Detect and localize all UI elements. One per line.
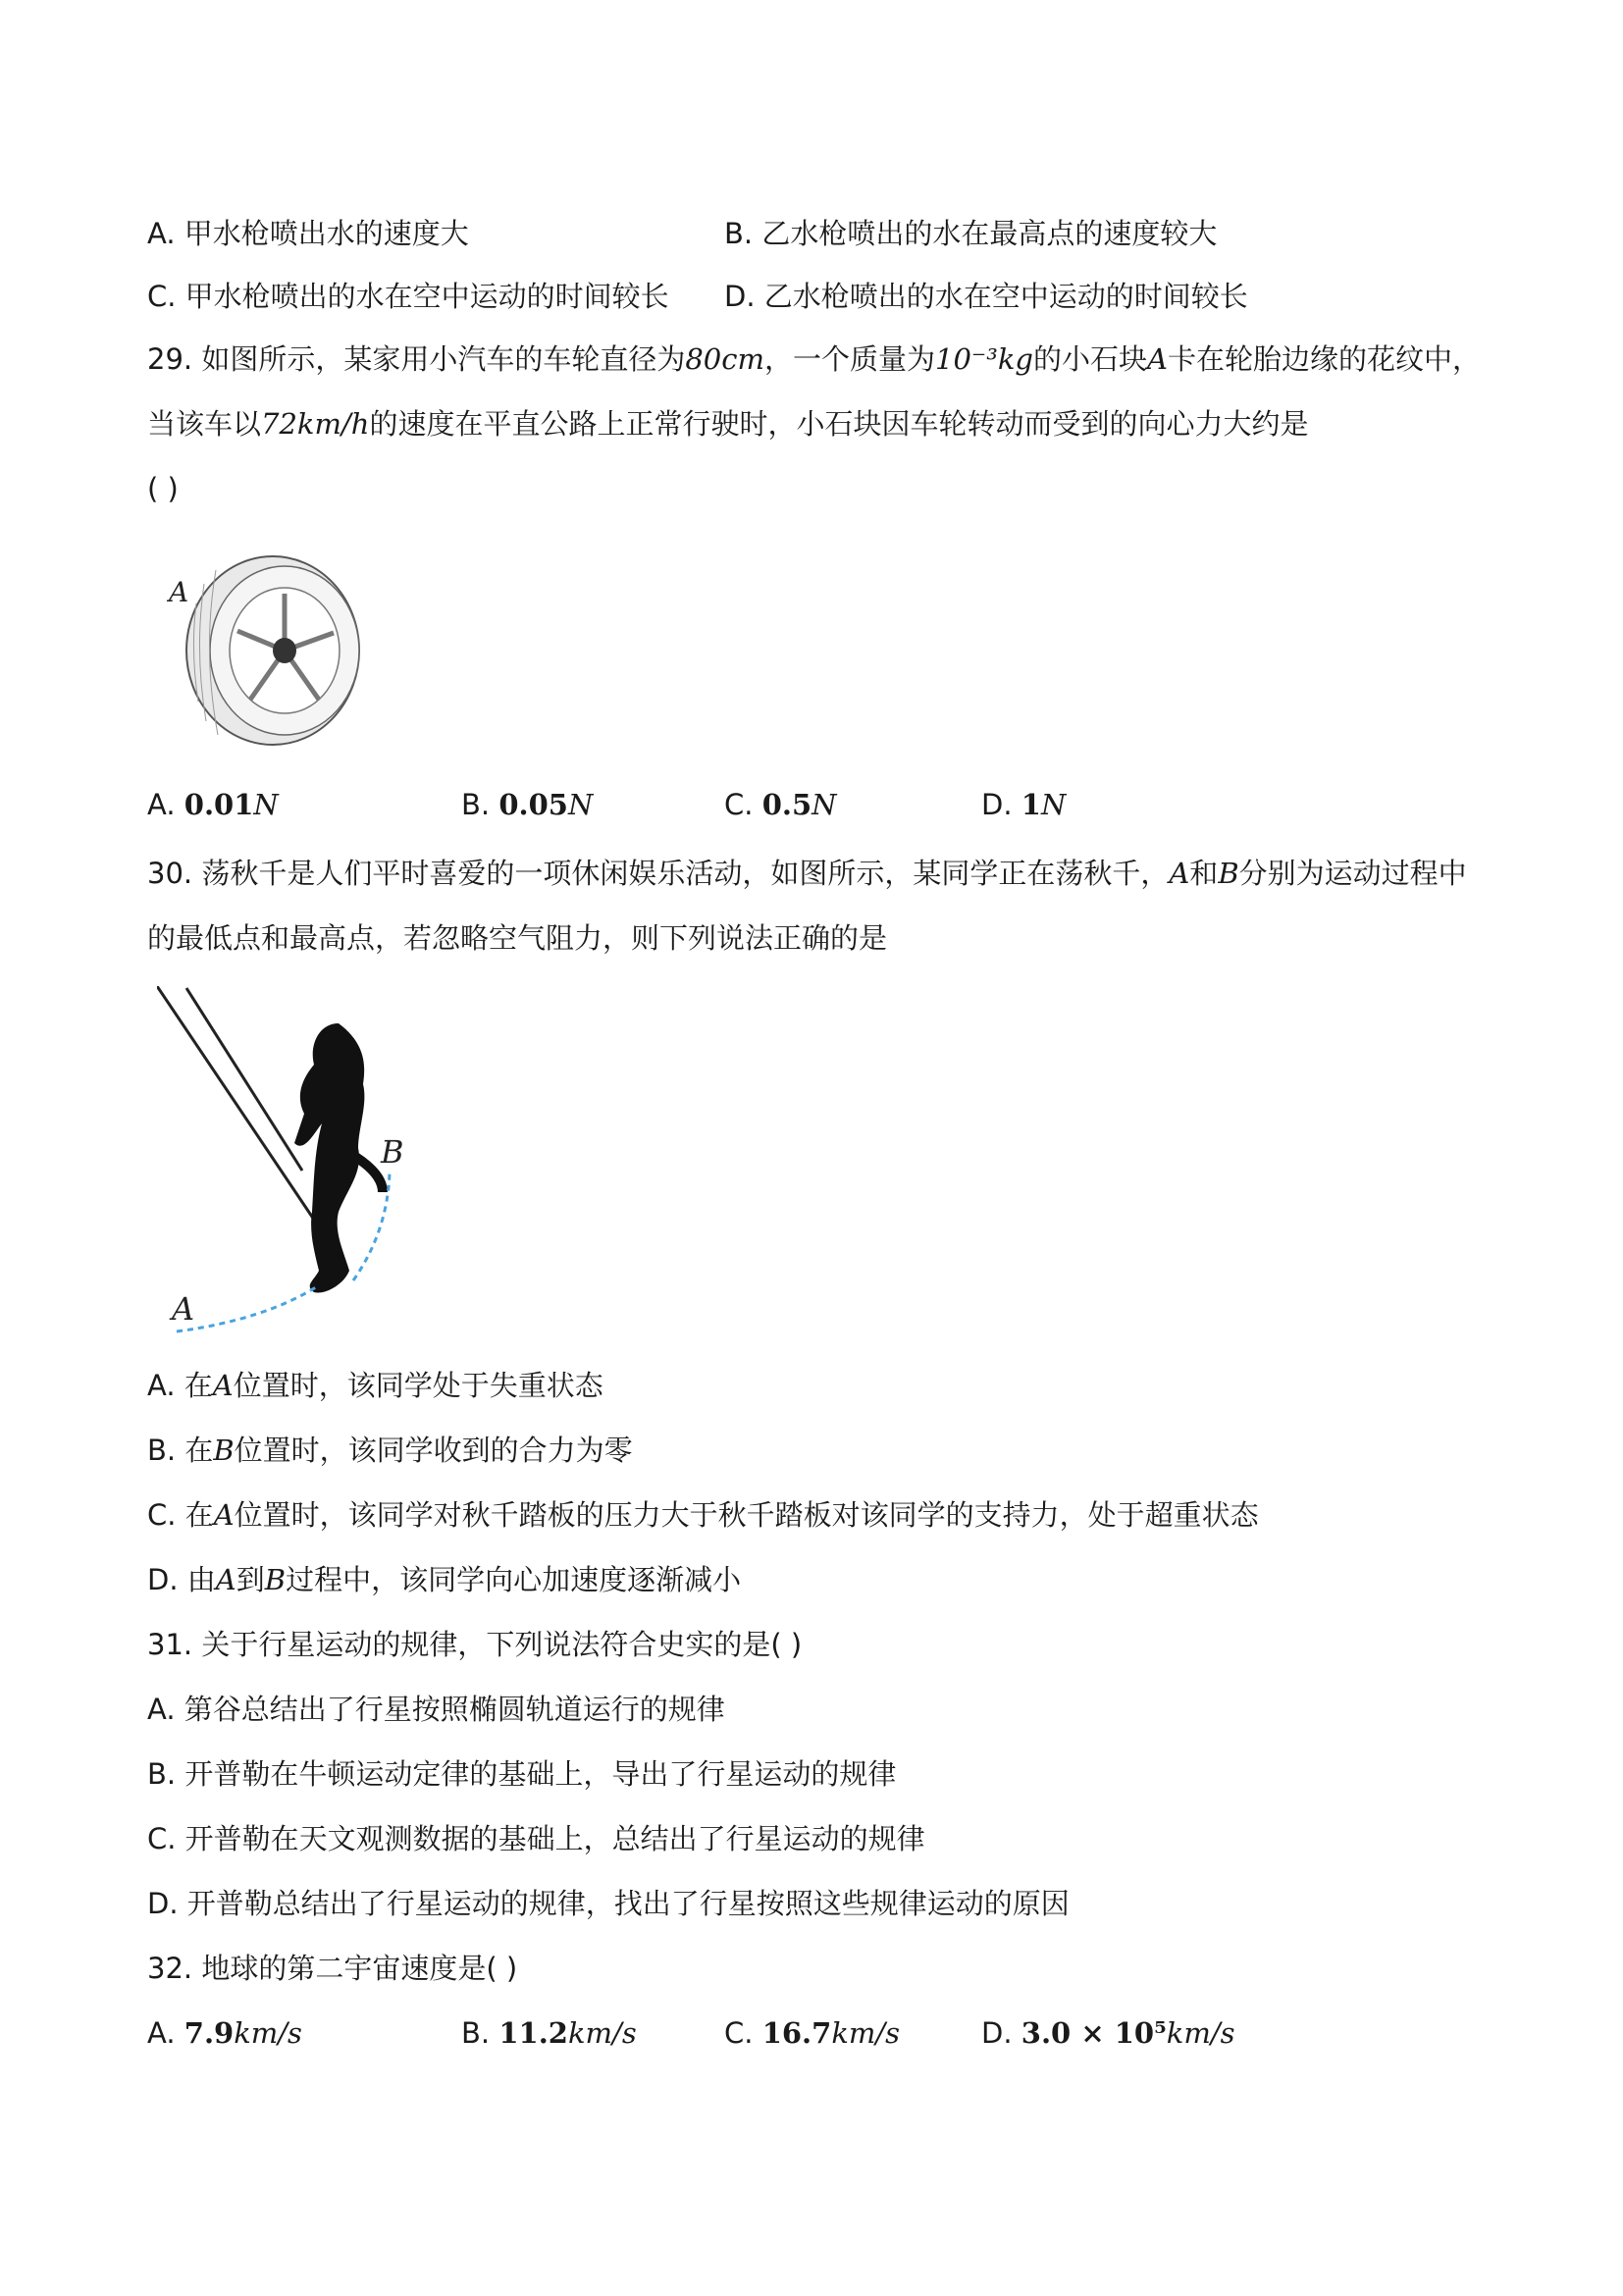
q31-option-b: B. 开普勒在牛顿运动定律的基础上，导出了行星运动的规律 — [147, 1757, 897, 1791]
q32-option-d: D. 3.0 × 10⁵km/s — [981, 2016, 1235, 2050]
q30-option-c: C. 在A位置时，该同学对秋千踏板的压力大于秋千踏板对该同学的支持力，处于超重状态 — [147, 1498, 1259, 1532]
wheel-figure — [157, 545, 373, 751]
math-diameter: 80cm — [685, 342, 764, 376]
q29-option-d: D. 1N — [981, 788, 1067, 821]
q30-option-b: B. 在B位置时，该同学收到的合力为零 — [147, 1434, 633, 1467]
q31-option-c: C. 开普勒在天文观测数据的基础上，总结出了行星运动的规律 — [147, 1822, 925, 1855]
q30-option-a: A. 在A位置时，该同学处于失重状态 — [147, 1369, 603, 1402]
math-point-a: A — [1147, 342, 1168, 376]
wheel-illustration — [157, 545, 373, 751]
swing-illustration — [157, 986, 422, 1349]
q32-option-c: C. 16.7km/s — [724, 2016, 901, 2050]
q31-stem: 31. 关于行星运动的规律，下列说法符合史实的是( ) — [147, 1628, 803, 1661]
q32-option-b: B. 11.2km/s — [461, 2016, 637, 2050]
q29-option-b: B. 0.05N — [461, 788, 594, 821]
swing-label-a: A — [172, 1290, 195, 1328]
q29-answer-paren: ( ) — [147, 472, 179, 505]
swing-figure — [157, 986, 422, 1349]
q30-option-d: D. 由A到B过程中，该同学向心加速度逐渐减小 — [147, 1563, 742, 1596]
math-mass: 10⁻³kg — [935, 342, 1033, 376]
q29-stem-line2: 当该车以72km/h的速度在平直公路上正常行驶时，小石块因车轮转动而受到的向心力大约是 — [147, 407, 1309, 441]
q28-option-c: C. 甲水枪喷出的水在空中运动的时间较长 — [147, 280, 669, 313]
q30-stem-line1: 30. 荡秋千是人们平时喜爱的一项休闲娱乐活动，如图所示，某同学正在荡秋千，A和B分别为运动过程中 — [147, 857, 1467, 890]
q28-option-d: D. 乙水枪喷出的水在空中运动的时间较长 — [724, 280, 1248, 313]
q30-stem-line2: 的最低点和最高点，若忽略空气阻力，则下列说法正确的是 — [147, 921, 888, 955]
q28-option-b: B. 乙水枪喷出的水在最高点的速度较大 — [724, 217, 1218, 250]
q29-stem-line1: 29. 如图所示，某家用小汽车的车轮直径为80cm，一个质量为10⁻³kg的小石块A卡在轮胎边缘的花纹中， — [147, 342, 1481, 376]
swing-label-b: B — [381, 1133, 404, 1171]
wheel-label-a: A — [169, 576, 189, 608]
q32-stem: 32. 地球的第二宇宙速度是( ) — [147, 1952, 518, 1985]
math-speed: 72km/h — [261, 407, 370, 441]
q29-option-c: C. 0.5N — [724, 788, 837, 821]
q31-option-a: A. 第谷总结出了行星按照椭圆轨道运行的规律 — [147, 1693, 725, 1726]
q31-option-d: D. 开普勒总结出了行星运动的规律，找出了行星按照这些规律运动的原因 — [147, 1887, 1070, 1920]
q28-option-a: A. 甲水枪喷出水的速度大 — [147, 217, 469, 250]
q29-option-a: A. 0.01N — [147, 788, 279, 821]
q32-option-a: A. 7.9km/s — [147, 2016, 302, 2050]
